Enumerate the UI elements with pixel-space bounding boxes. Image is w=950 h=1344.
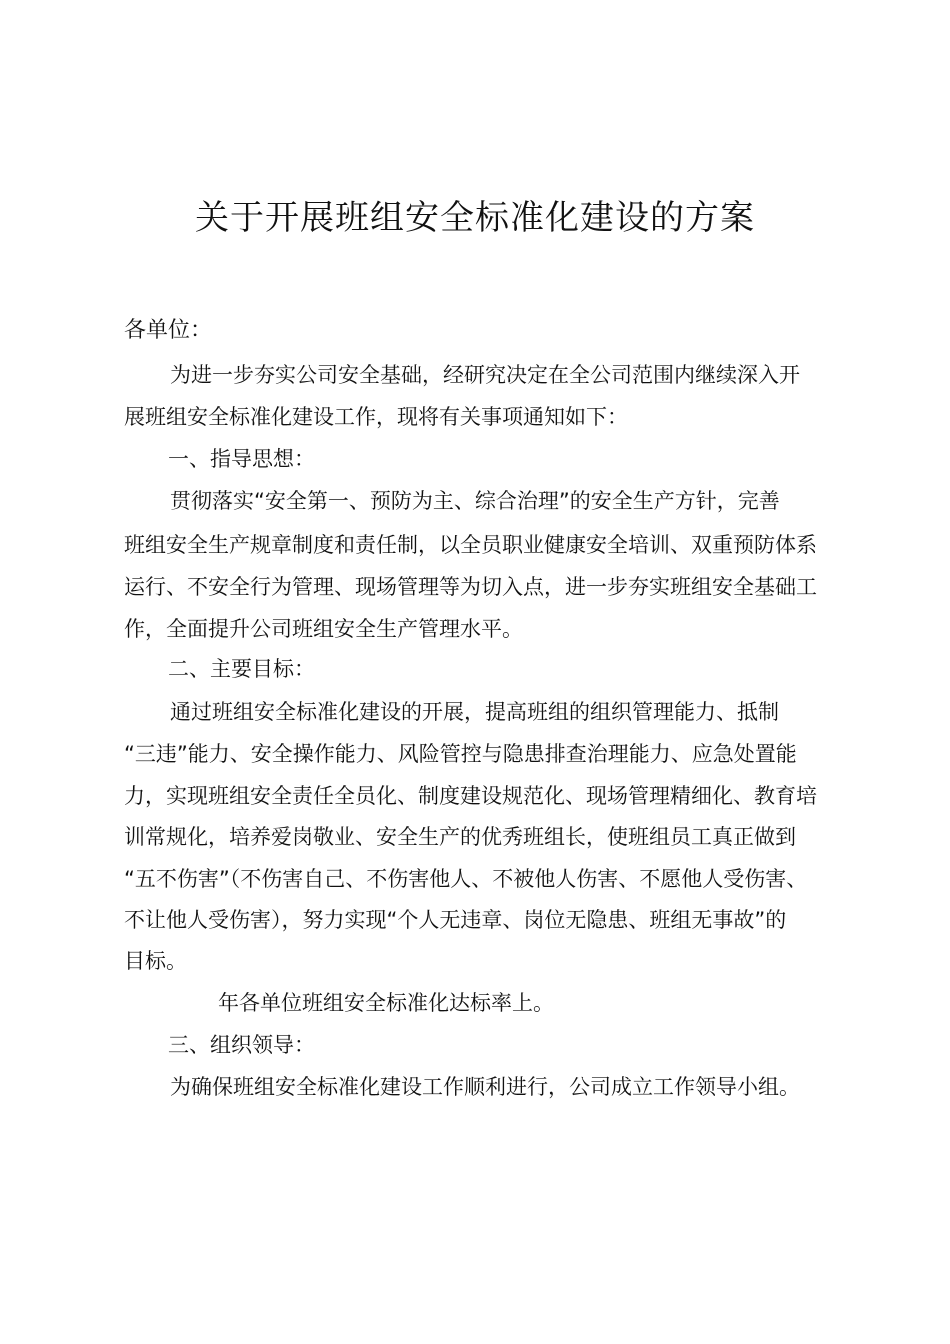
section-2-heading: 二、主要目标： bbox=[168, 657, 315, 681]
section-2-line-4: 训常规化，培养爱岗敬业、安全生产的优秀班组长，使班组员工真正做到 bbox=[124, 825, 796, 849]
section-3-line-1: 为确保班组安全标准化建设工作顺利进行，公司成立工作领导小组。 bbox=[170, 1075, 800, 1099]
intro-line-1: 为进一步夯实公司安全基础，经研究决定在全公司范围内继续深入开 bbox=[170, 363, 800, 387]
section-1-line-2: 班组安全生产规章制度和责任制，以全员职业健康安全培训、双重预防体系 bbox=[124, 533, 817, 557]
section-3-heading: 三、组织领导： bbox=[168, 1033, 315, 1057]
section-1-heading: 一、指导思想： bbox=[168, 447, 315, 471]
section-2-line-1: 通过班组安全标准化建设的开展，提高班组的组织管理能力、抵制 bbox=[170, 700, 779, 724]
section-2-target: 年各单位班组安全标准化达标率上。 bbox=[218, 991, 554, 1015]
section-2-line-6: 不让他人受伤害），努力实现“个人无违章、岗位无隐患、班组无事故”的 bbox=[124, 908, 787, 932]
section-2-line-3: 力，实现班组安全责任全员化、制度建设规范化、现场管理精细化、教育培 bbox=[124, 784, 817, 808]
section-2-line-2: “三违”能力、安全操作能力、风险管控与隐患排查治理能力、应急处置能 bbox=[124, 742, 797, 766]
salutation: 各单位： bbox=[124, 318, 213, 343]
section-2-line-5: “五不伤害”（不伤害自己、不伤害他人、不被他人伤害、不愿他人受伤害、 bbox=[124, 867, 808, 891]
intro-line-2: 展班组安全标准化建设工作，现将有关事项通知如下： bbox=[124, 405, 628, 429]
section-1-line-1: 贯彻落实“安全第一、预防为主、综合治理”的安全生产方针，完善 bbox=[170, 489, 780, 513]
section-2-line-7: 目标。 bbox=[124, 949, 187, 973]
section-1-line-4: 作，全面提升公司班组安全生产管理水平。 bbox=[124, 617, 523, 641]
section-1-line-3: 运行、不安全行为管理、现场管理等为切入点，进一步夯实班组安全基础工 bbox=[124, 575, 817, 599]
page-title: 关于开展班组安全标准化建设的方案 bbox=[195, 198, 755, 238]
